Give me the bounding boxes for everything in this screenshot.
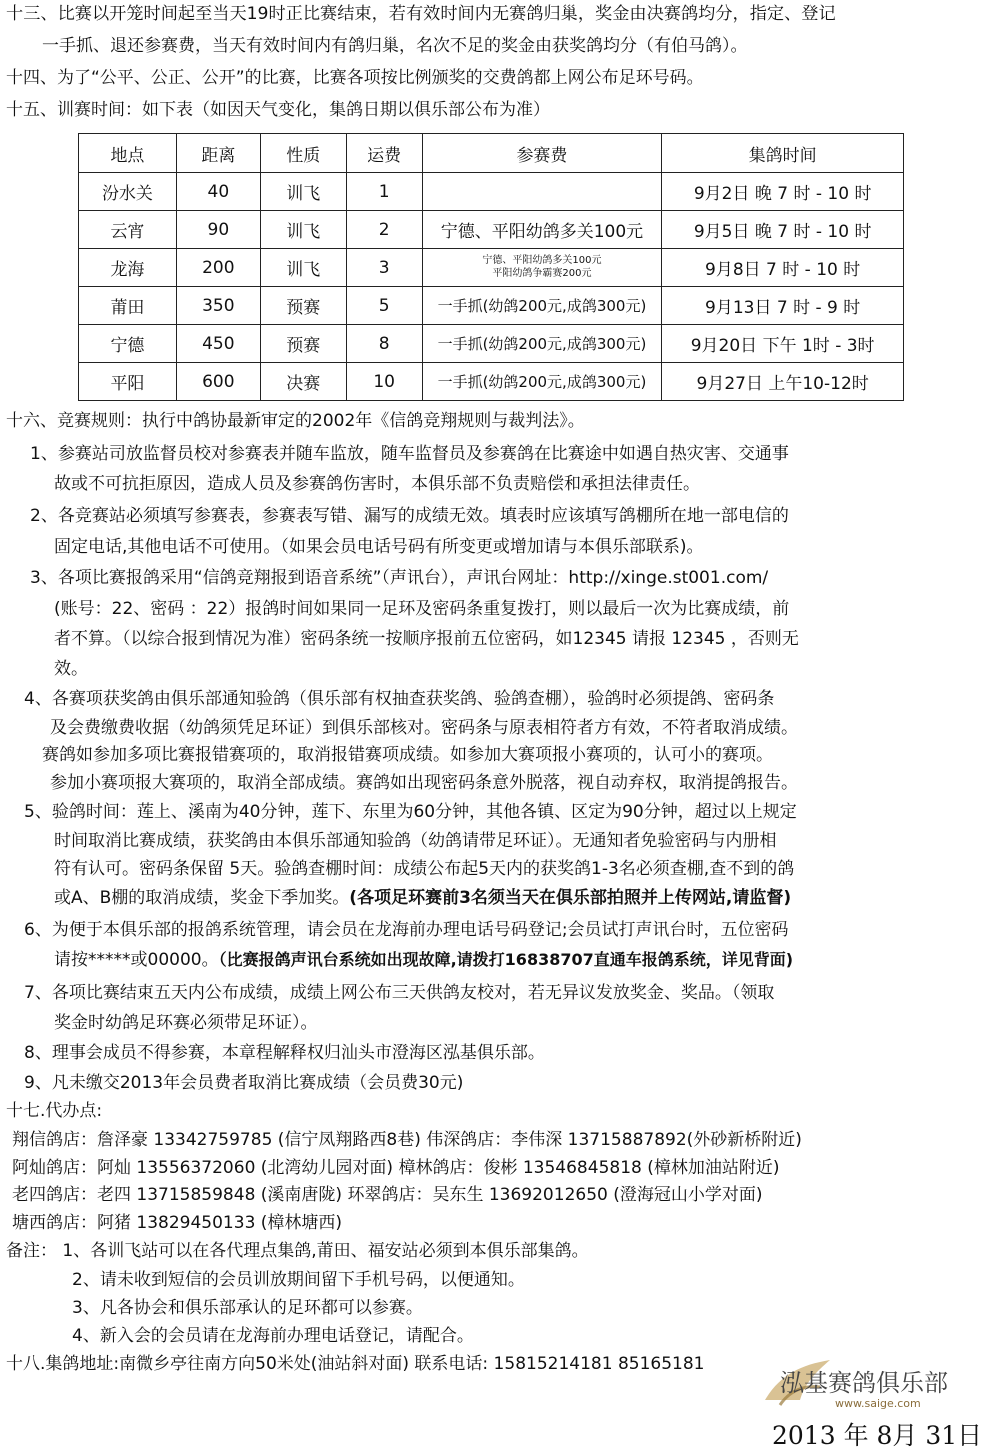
cell-type: 决赛 — [260, 363, 346, 401]
rule-6-line-2-text: 请按*****或00000。 — [54, 950, 219, 970]
section-13-line-2: 一手抓、退还参赛费，当天有效时间内有鸽归巢，名次不足的奖金由获奖鸽均分（有伯马鸽）。 — [42, 36, 748, 56]
cell-distance: 450 — [176, 325, 260, 363]
rule-5-line-2: 时间取消比赛成绩，获奖鸽由本俱乐部通知验鸽（幼鸽请带足环证）。无通知者免验密码与内册相 — [54, 831, 777, 851]
cell-fee: 一手抓(幼鸽200元,成鸽300元) — [422, 287, 662, 325]
cell-fare: 8 — [346, 325, 422, 363]
cell-type: 预赛 — [260, 325, 346, 363]
cell-time: 9月5日 晚 7 时 - 10 时 — [662, 211, 904, 249]
rule-5-line-3: 符有认可。密码条保留 5天。验鸽查棚时间：成绩公布起5天内的获奖鸽1-3名必须查棚,查不到的鸽 — [54, 859, 795, 879]
rule-9: 9、凡未缴交2013年会员费者取消比赛成绩（会员费30元) — [24, 1073, 464, 1093]
note-2: 2、请未收到短信的会员训放期间留下手机号码，以便通知。 — [72, 1270, 525, 1290]
document-date: 2013 年 8月 31日 — [772, 1421, 983, 1450]
club-website: www.saige.com — [835, 1397, 921, 1410]
cell-time: 9月8日 7 时 - 10 时 — [662, 249, 904, 287]
cell-place: 平阳 — [79, 363, 177, 401]
rule-4-line-2: 及会费缴费收据（幼鸽须凭足环证）到俱乐部核对。密码条与原表相符者方有效，不符者取消成绩。 — [50, 718, 798, 738]
cell-fee — [422, 173, 662, 211]
header-collection-time: 集鸽时间 — [662, 134, 904, 173]
header-distance: 距离 — [176, 134, 260, 173]
cell-place: 汾水关 — [79, 173, 177, 211]
rule-5-line-4-text: 或A、B棚的取消成绩，奖金下季加奖。 — [54, 888, 350, 908]
table-header-row — [79, 134, 904, 173]
cell-fare: 10 — [346, 363, 422, 401]
agent-line-2: 阿灿鸽店：阿灿 13556372060 (北湾幼儿园对面) 樟林鸽店：俊彬 13546845818 (樟林加油站附近) — [12, 1158, 780, 1178]
rule-3-line-3: 者不算。（以综合报到情况为准）密码条统一按顺序报前五位密码，如12345 请报 12345 ，否则无 — [54, 629, 799, 649]
rule-2-line-2: 固定电话,其他电话不可使用。（如果会员电话号码有所变更或增加请与本俱乐部联系)。 — [54, 537, 704, 557]
table-row — [79, 173, 904, 211]
rule-5-line-4 — [54, 888, 791, 908]
rule-4-line-4: 参加小赛项报大赛项的，取消全部成绩。赛鸽如出现密码条意外脱落，视自动弃权，取消提鸽报告。 — [50, 773, 798, 793]
cell-fee-line-2: 平阳幼鸽争霸赛200元 — [492, 267, 592, 279]
rule-4-line-3: 赛鸽如参加多项比赛报错赛项的，取消报错赛项成绩。如参加大赛项报小赛项的，认可小的赛项。 — [42, 745, 773, 765]
cell-type: 预赛 — [260, 287, 346, 325]
header-place: 地点 — [79, 134, 177, 173]
section-16-title: 十六、竞赛规则：执行中鸽协最新审定的2002年《信鸽竞翔规则与裁判法》。 — [6, 411, 585, 431]
section-14: 十四、为了“公平、公正、公开”的比赛，比赛各项按比例颁奖的交费鸽都上网公布足环号码。 — [6, 68, 704, 88]
section-15: 十五、训赛时间：如下表（如因天气变化，集鸽日期以俱乐部公布为准） — [6, 100, 550, 120]
agent-line-1: 翔信鸽店：詹泽豪 13342759785 (信宁凤翔路西8巷) 伟深鸽店：李伟深 13715887892(外砂新桥附近) — [12, 1130, 802, 1150]
header-fare: 运费 — [346, 134, 422, 173]
rule-6-line-2 — [54, 950, 793, 970]
cell-fare: 5 — [346, 287, 422, 325]
rule-7-line-2: 奖金时幼鸽足环赛必须带足环证）。 — [54, 1013, 318, 1033]
cell-time: 9月20日 下午 1时 - 3时 — [662, 325, 904, 363]
table-row — [79, 363, 904, 401]
section-18: 十八.集鸽地址:南微乡亭往南方向50米处(油站斜对面) 联系电话: 15815214181 85165181 — [6, 1354, 705, 1374]
header-entry-fee: 参赛费 — [422, 134, 662, 173]
rule-6-line-1: 6、为便于本俱乐部的报鸽系统管理，请会员在龙海前办理电话号码登记;会员试打声讯台时，五位密码 — [24, 920, 789, 940]
rule-1-line-1: 1、参赛站司放监督员校对参赛表并随车监放，随车监督员及参赛鸽在比赛途中如遇自热灾害、交通事 — [30, 444, 789, 464]
table-row — [79, 249, 904, 287]
rule-7-line-1: 7、各项比赛结束五天内公布成绩，成绩上网公布三天供鸽友校对，若无异议发放奖金、奖品。（领取 — [24, 983, 775, 1003]
rule-3-line-1: 3、各项比赛报鸽采用“信鸽竞翔报到语音系统”（声讯台），声讯台网址：http://xinge.st001.com/ — [30, 568, 769, 588]
agent-line-3: 老四鸽店：老四 13715859848 (溪南唐陇) 环翠鸽店：吴东生 13692012650 (澄海冠山小学对面) — [12, 1185, 763, 1205]
agent-line-4: 塘西鸽店：阿猪 13829450133 (樟林塘西) — [12, 1213, 343, 1233]
header-type: 性质 — [260, 134, 346, 173]
table-row — [79, 211, 904, 249]
cell-place: 云宵 — [79, 211, 177, 249]
cell-type: 训飞 — [260, 173, 346, 211]
cell-distance: 200 — [176, 249, 260, 287]
cell-fare: 1 — [346, 173, 422, 211]
cell-distance: 600 — [176, 363, 260, 401]
table-row — [79, 325, 904, 363]
rule-5-line-1: 5、验鸽时间：莲上、溪南为40分钟，莲下、东里为60分钟，其他各镇、区定为90分钟，超过以上规定 — [24, 802, 797, 822]
cell-fee — [422, 249, 662, 287]
cell-fee: 宁德、平阳幼鸽多关100元 — [422, 211, 662, 249]
cell-fee: 一手抓(幼鸽200元,成鸽300元) — [422, 325, 662, 363]
cell-type: 训飞 — [260, 211, 346, 249]
cell-distance: 40 — [176, 173, 260, 211]
cell-place: 龙海 — [79, 249, 177, 287]
rule-6-bold-note: （比赛报鸽声讯台系统如出现故障,请拨打16838707直通车报鸽系统，详见背面) — [218, 950, 794, 969]
rule-8: 8、理事会成员不得参赛，本章程解释权归汕头市澄海区泓基俱乐部。 — [24, 1043, 545, 1063]
note-4: 4、新入会的会员请在龙海前办理电话登记，请配合。 — [72, 1326, 474, 1346]
cell-distance: 350 — [176, 287, 260, 325]
cell-place: 宁德 — [79, 325, 177, 363]
rule-3-line-2: (账号：22、密码 ：22）报鸽时间如果同一足环及密码条重复拨打，则以最后一次为比赛成绩，前 — [54, 599, 790, 619]
section-13-line-1: 十三、比赛以开笼时间起至当天19时正比赛结束，若有效时间内无赛鸽归巢，奖金由决赛鸽均分，指定、登记 — [6, 4, 836, 24]
cell-fee-line-1: 宁德、平阳幼鸽多关100元 — [482, 255, 602, 266]
rule-4-line-1: 4、各赛项获奖鸽由俱乐部通知验鸽（俱乐部有权抽查获奖鸽、验鸽查棚），验鸽时必须提鸽、密码条 — [24, 689, 775, 709]
note-3: 3、凡各协会和俱乐部承认的足环都可以参赛。 — [72, 1298, 423, 1318]
rule-1-line-2: 故或不可抗拒原因，造成人员及参赛鸽伤害时，本俱乐部不负责赔偿和承担法律责任。 — [54, 474, 700, 494]
cell-place: 莆田 — [79, 287, 177, 325]
cell-distance: 90 — [176, 211, 260, 249]
rule-3-line-4: 效。 — [54, 659, 88, 679]
cell-type: 训飞 — [260, 249, 346, 287]
rule-5-bold-note: (各项足环赛前3名须当天在俱乐部拍照并上传网站,请监督) — [349, 888, 792, 908]
club-name: 泓基赛鸽俱乐部 — [780, 1369, 948, 1397]
note-1: 备注： 1、各训飞站可以在各代理点集鸽,莆田、福安站必须到本俱乐部集鸽。 — [6, 1241, 589, 1261]
cell-fee: 一手抓(幼鸽200元,成鸽300元) — [422, 363, 662, 401]
section-17-title: 十七.代办点: — [6, 1101, 103, 1121]
cell-fare: 2 — [346, 211, 422, 249]
schedule-table — [78, 133, 904, 401]
cell-time: 9月2日 晚 7 时 - 10 时 — [662, 173, 904, 211]
cell-time: 9月13日 7 时 - 9 时 — [662, 287, 904, 325]
table-row — [79, 287, 904, 325]
cell-time: 9月27日 上午10-12时 — [662, 363, 904, 401]
rule-2-line-1: 2、各竞赛站必须填写参赛表，参赛表写错、漏写的成绩无效。填表时应该填写鸽棚所在地一部电信的 — [30, 506, 789, 526]
cell-fare: 3 — [346, 249, 422, 287]
